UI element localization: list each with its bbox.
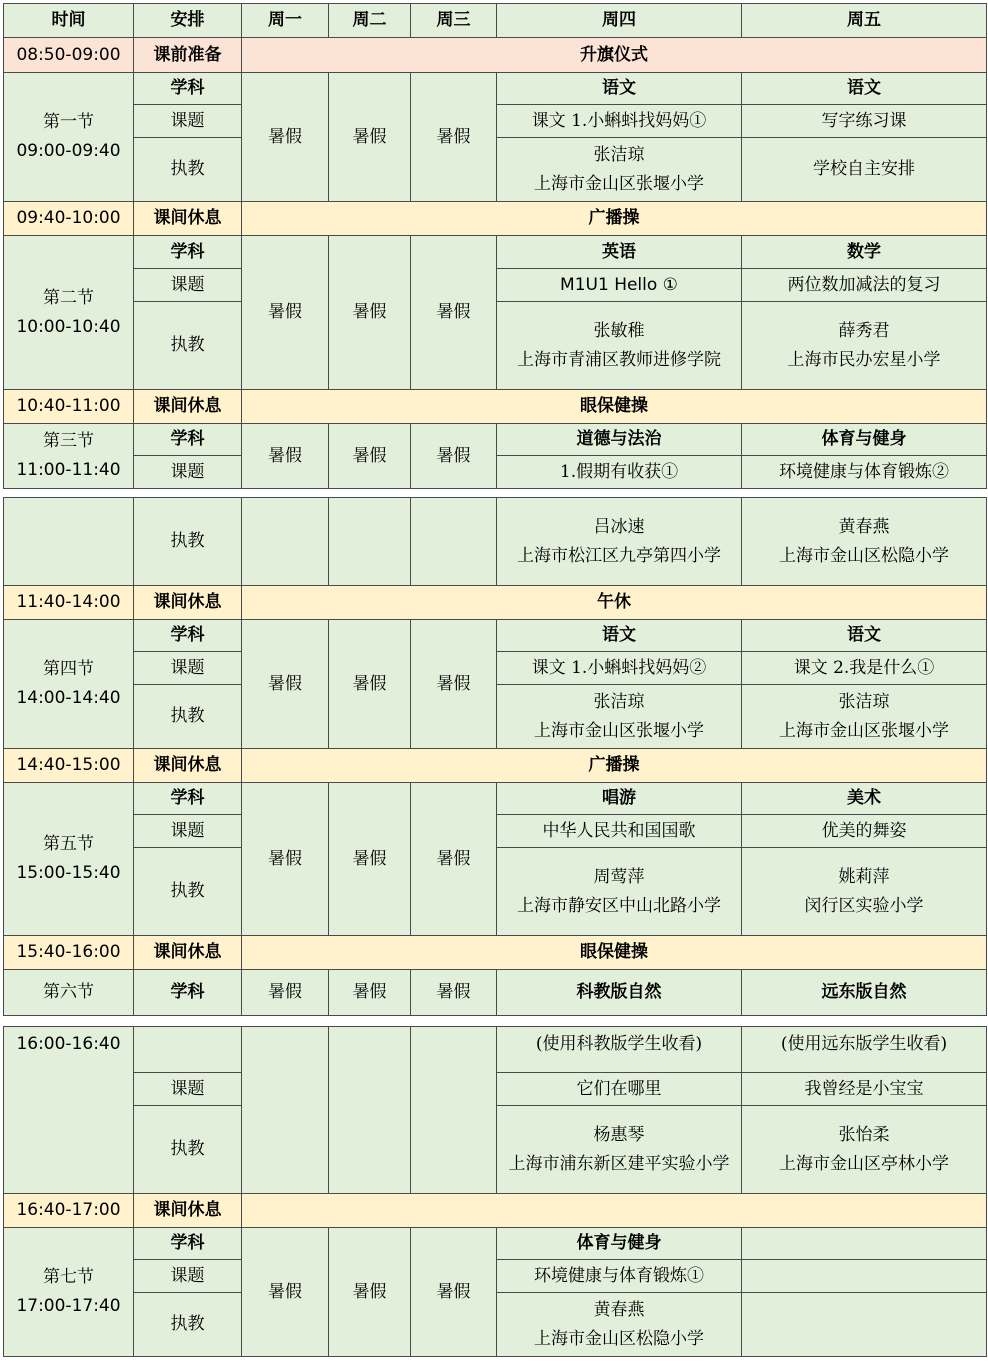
p6-fri-school: 上海市金山区亭林小学 [779, 1153, 949, 1174]
b6-row [4, 1194, 987, 1228]
p2-fri-teacher-cell [742, 302, 987, 390]
p1-subject-label: 学科 [134, 73, 242, 105]
p5-fri-topic: 优美的舞姿 [742, 815, 987, 848]
p5-tue: 暑假 [329, 783, 411, 936]
p1-teacher-label: 执教 [134, 138, 242, 202]
header-tue: 周二 [329, 4, 411, 38]
p2-time: 10:00-10:40 [16, 316, 121, 337]
p3-fri-subject: 体育与健身 [742, 424, 987, 456]
schedule-table [3, 3, 987, 1357]
p2-thu-topic: M1U1 Hello ① [497, 269, 742, 302]
p7-thu-teacher: 黄春燕 [593, 1299, 645, 1320]
p6-note-label [134, 1027, 242, 1073]
p7-subject-row [4, 1228, 987, 1260]
p4-fri-topic: 课文 2.我是什么① [742, 652, 987, 685]
morning-label: 课前准备 [134, 38, 242, 73]
p5-thu-topic: 中华人民共和国国歌 [497, 815, 742, 848]
p3-period [4, 424, 134, 489]
p1-time: 09:00-09:40 [16, 141, 121, 161]
p2-subject-label: 学科 [134, 236, 242, 269]
p2-thu-subject: 英语 [497, 236, 742, 269]
p1-fri-subject: 语文 [742, 73, 987, 105]
p4-thu-subject: 语文 [497, 620, 742, 652]
p6-teacher-label: 执教 [134, 1106, 242, 1194]
p3-tue-cont [329, 498, 411, 586]
p6-thu-note: (使用科教版学生收看) [497, 1027, 742, 1073]
p3-fri-topic: 环境健康与体育锻炼② [742, 456, 987, 489]
p4-thu-teacher: 张洁琼 [593, 691, 645, 712]
p2-fri-topic: 两位数加减法的复习 [742, 269, 987, 302]
b3-row [4, 586, 987, 620]
header-thu: 周四 [497, 4, 742, 38]
p4-fri-teacher-cell [742, 685, 987, 749]
p5-subject-label: 学科 [134, 783, 242, 815]
b6-activity [242, 1194, 987, 1228]
p5-name: 第五节 [43, 834, 94, 854]
p5-fri-subject: 美术 [742, 783, 987, 815]
p6-mon: 暑假 [242, 970, 329, 1016]
p4-period [4, 620, 134, 749]
p6-fri-topic: 我曾经是小宝宝 [742, 1073, 987, 1106]
p5-wed: 暑假 [411, 783, 497, 936]
p3-fri-school: 上海市金山区松隐小学 [779, 545, 949, 566]
p6-subject-label: 学科 [134, 970, 242, 1016]
p4-subject-label: 学科 [134, 620, 242, 652]
p6-tue: 暑假 [329, 970, 411, 1016]
p6-tue-cont [329, 1027, 411, 1194]
p4-time: 14:00-14:40 [16, 688, 121, 708]
p5-thu-teacher-cell [497, 848, 742, 936]
b2-time: 10:40-11:00 [4, 390, 134, 424]
p6-note-row [4, 1027, 987, 1073]
p3-thu-teacher-cell [497, 498, 742, 586]
p7-name: 第七节 [43, 1267, 94, 1287]
b4-time: 14:40-15:00 [4, 749, 134, 783]
p5-thu-subject: 唱游 [497, 783, 742, 815]
p7-fri-topic [742, 1260, 987, 1293]
p6-thu-teacher: 杨惠琴 [593, 1124, 645, 1145]
p3-thu-school: 上海市松江区九亭第四小学 [517, 545, 721, 566]
p6-thu-subject: 科教版自然 [497, 970, 742, 1016]
p1-period [4, 73, 134, 202]
p7-thu-subject: 体育与健身 [497, 1228, 742, 1260]
p4-mon: 暑假 [242, 620, 329, 749]
morning-activity: 升旗仪式 [242, 38, 987, 73]
schedule-page [3, 3, 986, 1357]
p6-thu-school: 上海市浦东新区建平实验小学 [508, 1153, 730, 1174]
p3-mon-cont [242, 498, 329, 586]
header-arrange: 安排 [134, 4, 242, 38]
p6-thu-topic: 它们在哪里 [497, 1073, 742, 1106]
p5-fri-teacher: 姚莉萍 [838, 866, 890, 887]
p3-topic-label: 课题 [134, 456, 242, 489]
p2-fri-school: 上海市民办宏星小学 [787, 349, 941, 370]
p4-fri-subject: 语文 [742, 620, 987, 652]
p7-tue: 暑假 [329, 1228, 411, 1357]
p4-teacher-label: 执教 [134, 685, 242, 749]
p5-thu-school: 上海市静安区中山北路小学 [517, 895, 721, 916]
b2-row [4, 390, 987, 424]
p1-mon: 暑假 [242, 73, 329, 202]
p5-teacher-label: 执教 [134, 848, 242, 936]
b1-time: 09:40-10:00 [4, 202, 134, 236]
p6-wed: 暑假 [411, 970, 497, 1016]
p3-subject-row [4, 424, 987, 456]
p1-topic-label: 课题 [134, 105, 242, 138]
p6-subject-row [4, 970, 987, 1016]
b1-row [4, 202, 987, 236]
p3-thu-subject: 道德与法治 [497, 424, 742, 456]
p1-thu-topic: 课文 1.小蝌蚪找妈妈① [497, 105, 742, 138]
p1-name: 第一节 [43, 112, 94, 132]
b3-activity: 午休 [242, 586, 987, 620]
p6-time: 16:00-16:40 [4, 1027, 134, 1194]
p7-period [4, 1228, 134, 1357]
p6-topic-label: 课题 [134, 1073, 242, 1106]
p4-fri-school: 上海市金山区张堰小学 [779, 720, 949, 741]
p7-topic-label: 课题 [134, 1260, 242, 1293]
p3-time: 11:00-11:40 [16, 460, 121, 480]
p2-name: 第二节 [43, 287, 94, 308]
p1-thu-school: 上海市金山区张堰小学 [534, 173, 704, 194]
p3-mon: 暑假 [242, 424, 329, 489]
b1-label: 课间休息 [134, 202, 242, 236]
p2-subject-row [4, 236, 987, 269]
header-row [4, 4, 987, 38]
p3-fri-teacher: 黄春燕 [838, 516, 890, 537]
p2-topic-label: 课题 [134, 269, 242, 302]
p3-thu-teacher: 吕冰速 [593, 516, 645, 537]
p6-fri-subject: 远东版自然 [742, 970, 987, 1016]
p6-fri-teacher-cell [742, 1106, 987, 1194]
p5-subject-row [4, 783, 987, 815]
p3-teacher-row [4, 498, 987, 586]
p2-thu-teacher-cell [497, 302, 742, 390]
p6-thu-teacher-cell [497, 1106, 742, 1194]
p4-subject-row [4, 620, 987, 652]
p4-thu-school: 上海市金山区张堰小学 [534, 720, 704, 741]
p7-time: 17:00-17:40 [16, 1296, 121, 1316]
b5-label: 课间休息 [134, 936, 242, 970]
p5-topic-label: 课题 [134, 815, 242, 848]
p7-teacher-label: 执教 [134, 1293, 242, 1357]
morning-row [4, 38, 987, 73]
p6-name: 第六节 [4, 970, 134, 1016]
b5-activity: 眼保健操 [242, 936, 987, 970]
b2-activity: 眼保健操 [242, 390, 987, 424]
p5-thu-teacher: 周莺萍 [593, 866, 645, 887]
page-gap-1 [4, 489, 987, 498]
p7-fri-subject [742, 1228, 987, 1260]
header-mon: 周一 [242, 4, 329, 38]
p4-thu-teacher-cell [497, 685, 742, 749]
p5-fri-school: 闵行区实验小学 [804, 895, 924, 916]
p1-wed: 暑假 [411, 73, 497, 202]
p2-teacher-label: 执教 [134, 302, 242, 390]
page-gap-2 [4, 1016, 987, 1027]
p2-mon: 暑假 [242, 236, 329, 390]
p2-tue: 暑假 [329, 236, 411, 390]
b4-activity: 广播操 [242, 749, 987, 783]
p2-fri-subject: 数学 [742, 236, 987, 269]
p7-subject-label: 学科 [134, 1228, 242, 1260]
b6-time: 16:40-17:00 [4, 1194, 134, 1228]
p5-period [4, 783, 134, 936]
p3-wed-cont [411, 498, 497, 586]
p6-fri-teacher: 张怡柔 [838, 1124, 890, 1145]
p4-fri-teacher: 张洁琼 [838, 691, 890, 712]
p7-thu-topic: 环境健康与体育锻炼① [497, 1260, 742, 1293]
p2-wed: 暑假 [411, 236, 497, 390]
p4-wed: 暑假 [411, 620, 497, 749]
b6-label: 课间休息 [134, 1194, 242, 1228]
b3-time: 11:40-14:00 [4, 586, 134, 620]
b2-label: 课间休息 [134, 390, 242, 424]
p5-mon: 暑假 [242, 783, 329, 936]
p6-wed-cont [411, 1027, 497, 1194]
p1-thu-teacher-cell [497, 138, 742, 202]
b5-time: 15:40-16:00 [4, 936, 134, 970]
header-wed: 周三 [411, 4, 497, 38]
p3-subject-label: 学科 [134, 424, 242, 456]
p4-topic-label: 课题 [134, 652, 242, 685]
p6-fri-note: (使用远东版学生收看) [742, 1027, 987, 1073]
b4-row [4, 749, 987, 783]
p7-thu-teacher-cell [497, 1293, 742, 1357]
p1-fri-teacher: 学校自主安排 [742, 138, 987, 202]
p1-subject-row [4, 73, 987, 105]
p3-name: 第三节 [43, 431, 94, 451]
p7-thu-school: 上海市金山区松隐小学 [534, 1328, 704, 1349]
p1-thu-subject: 语文 [497, 73, 742, 105]
p6-mon-cont [242, 1027, 329, 1194]
p2-thu-teacher: 张敏稚 [593, 320, 645, 341]
p2-thu-school: 上海市青浦区教师进修学院 [517, 349, 721, 370]
p1-thu-teacher: 张洁琼 [593, 144, 645, 165]
p1-tue: 暑假 [329, 73, 411, 202]
p3-wed: 暑假 [411, 424, 497, 489]
p7-mon: 暑假 [242, 1228, 329, 1357]
p2-period [4, 236, 134, 390]
p5-time: 15:00-15:40 [16, 863, 121, 883]
p4-thu-topic: 课文 1.小蝌蚪找妈妈② [497, 652, 742, 685]
p3-thu-topic: 1.假期有收获① [497, 456, 742, 489]
p3-teacher-label: 执教 [134, 498, 242, 586]
p3-tue: 暑假 [329, 424, 411, 489]
b3-label: 课间休息 [134, 586, 242, 620]
header-time: 时间 [4, 4, 134, 38]
p1-fri-topic: 写字练习课 [742, 105, 987, 138]
p7-wed: 暑假 [411, 1228, 497, 1357]
p4-name: 第四节 [43, 659, 94, 679]
morning-time: 08:50-09:00 [4, 38, 134, 73]
p5-fri-teacher-cell [742, 848, 987, 936]
header-fri: 周五 [742, 4, 987, 38]
p4-tue: 暑假 [329, 620, 411, 749]
p7-fri-teacher [742, 1293, 987, 1357]
b1-activity: 广播操 [242, 202, 987, 236]
b5-row [4, 936, 987, 970]
b4-label: 课间休息 [134, 749, 242, 783]
p2-fri-teacher: 薛秀君 [838, 320, 890, 341]
p3-period-cont [4, 498, 134, 586]
p3-fri-teacher-cell [742, 498, 987, 586]
